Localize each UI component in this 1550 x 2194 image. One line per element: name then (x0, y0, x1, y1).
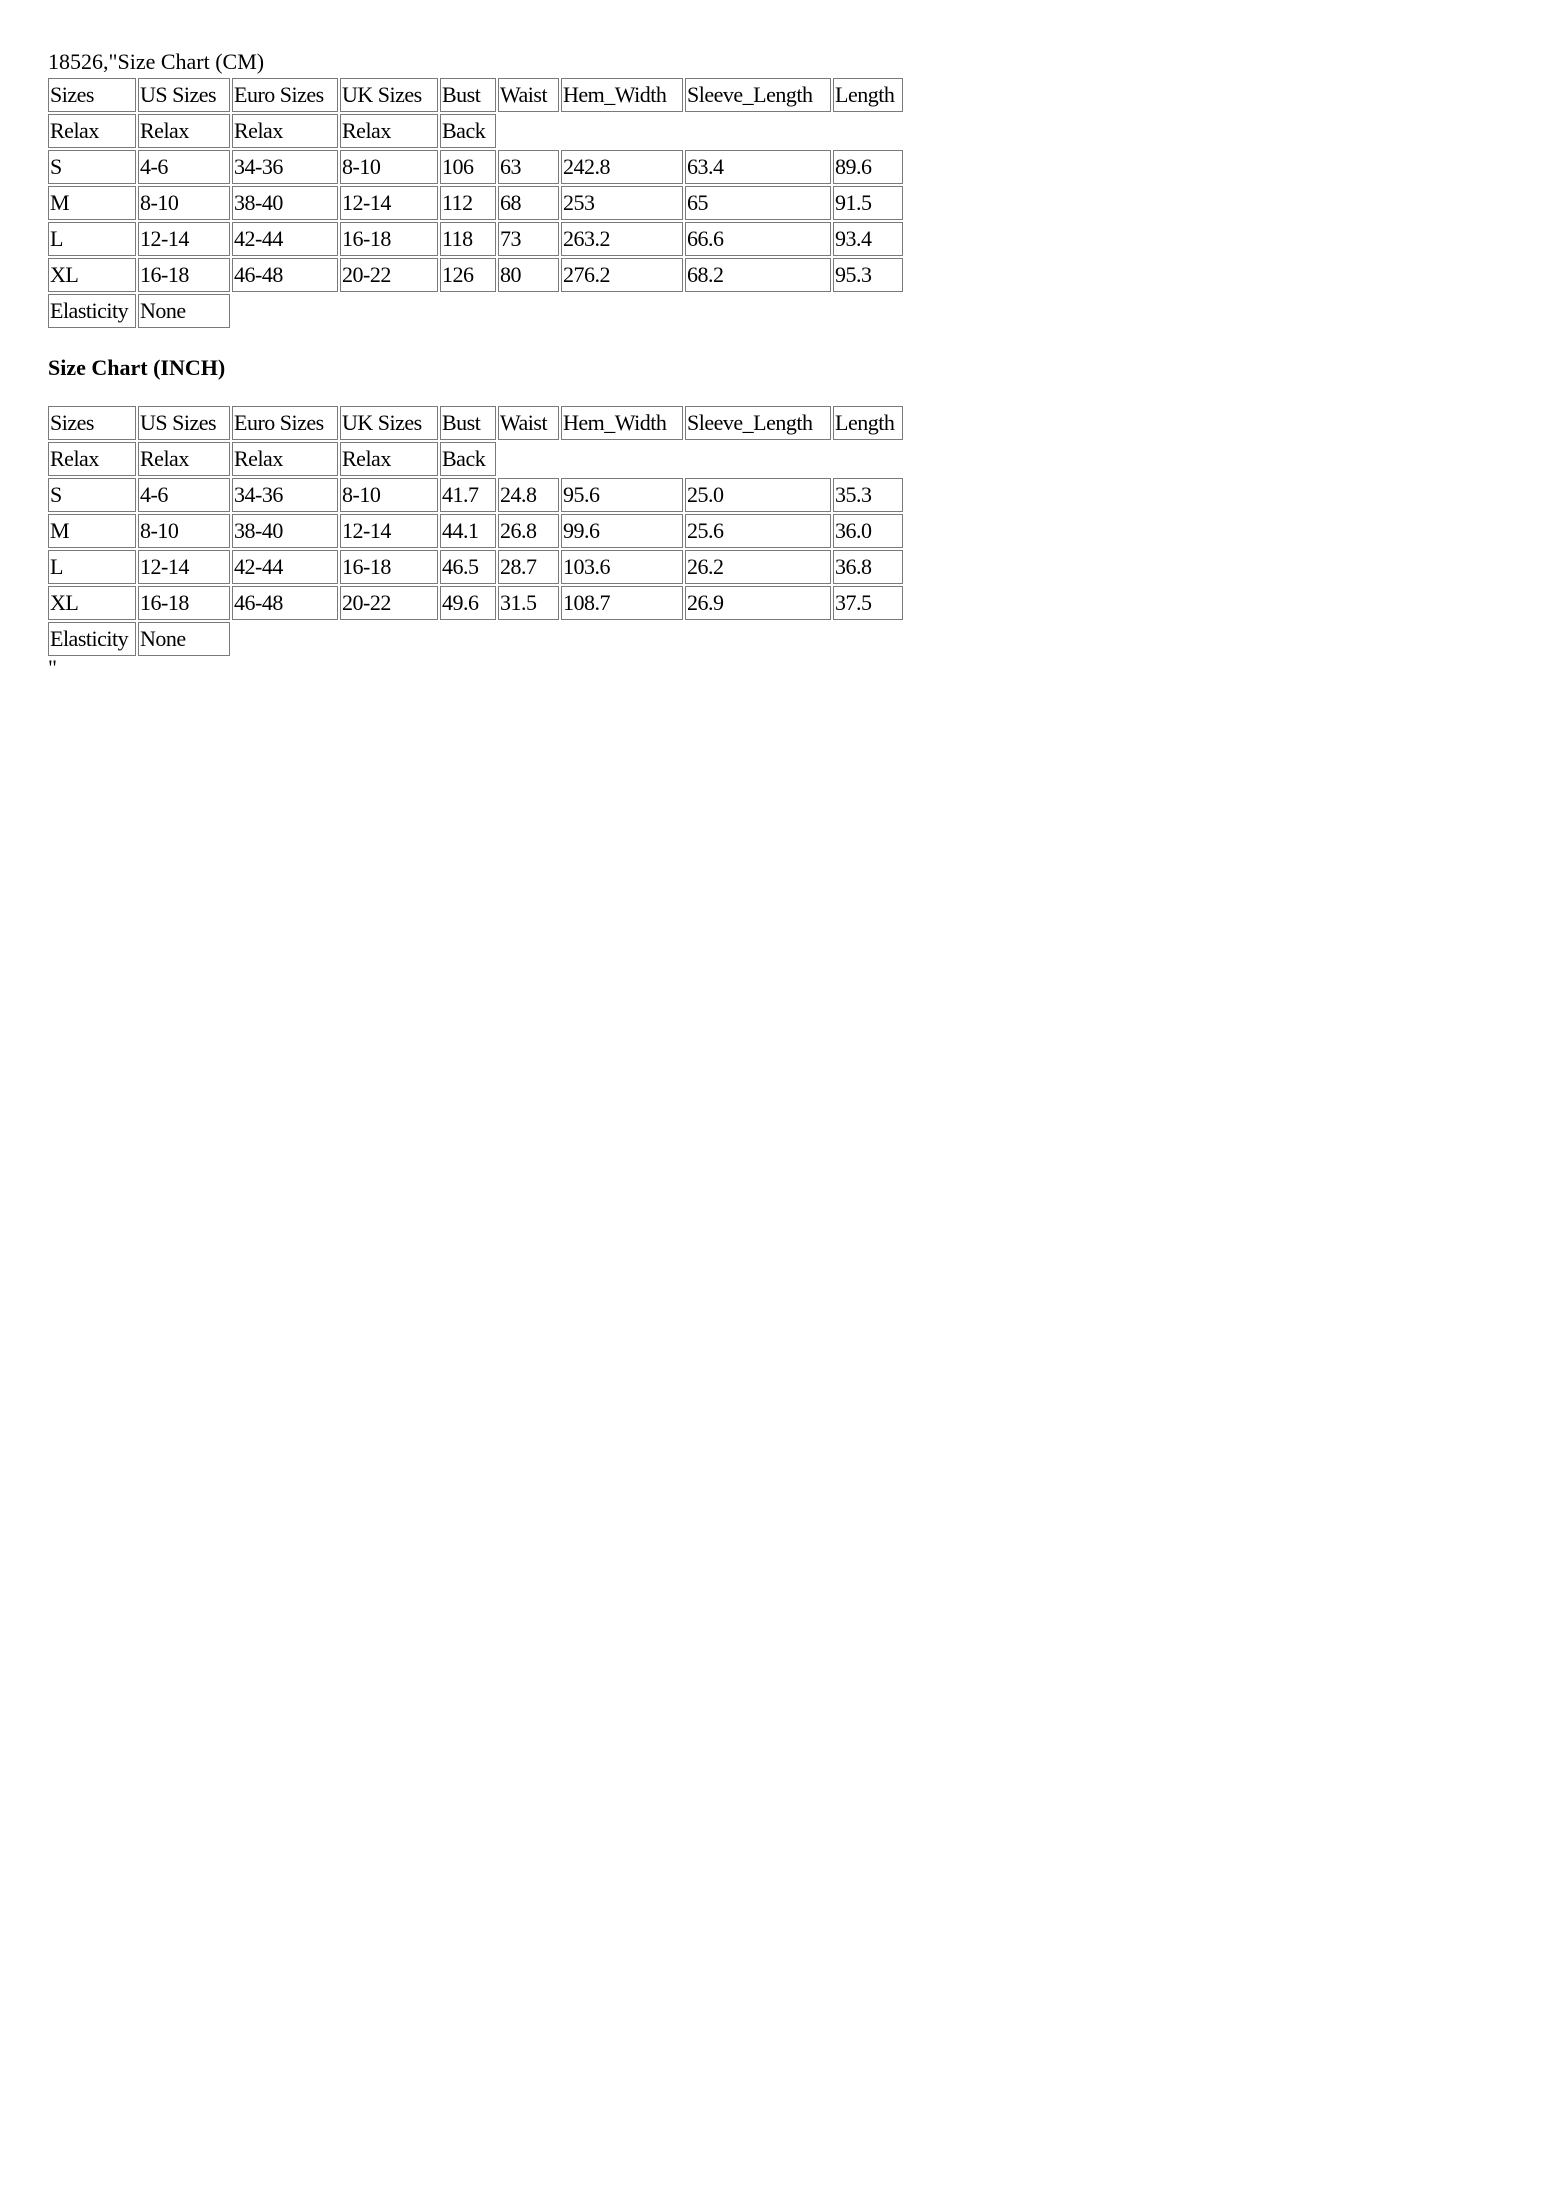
table-cell: 46-48 (232, 258, 338, 292)
header-cell: Sizes (48, 406, 136, 440)
table-cell: 8-10 (138, 514, 230, 548)
table-cell: L (48, 222, 136, 256)
subheader-cell: Relax (138, 114, 230, 148)
table-cell: S (48, 478, 136, 512)
subheader-cell: Relax (48, 114, 136, 148)
table-cell: XL (48, 586, 136, 620)
table-cell: 49.6 (440, 586, 496, 620)
table-cell: 99.6 (561, 514, 683, 548)
header-cell: US Sizes (138, 78, 230, 112)
section-heading-inch: Size Chart (INCH) (48, 355, 226, 380)
table-cell: 44.1 (440, 514, 496, 548)
table-cell: 66.6 (685, 222, 831, 256)
table-cell: 20-22 (340, 258, 438, 292)
table-subheader-row (48, 114, 903, 148)
table-cell: 112 (440, 186, 496, 220)
table-cell: 276.2 (561, 258, 683, 292)
subheader-cell: Back (440, 114, 496, 148)
header-cell: Euro Sizes (232, 406, 338, 440)
empty-cell (232, 294, 903, 328)
table-cell: 34-36 (232, 478, 338, 512)
empty-cell (498, 442, 903, 476)
table-cell: 4-6 (138, 478, 230, 512)
header-cell: Hem_Width (561, 78, 683, 112)
table-cell: 126 (440, 258, 496, 292)
subheader-cell: Relax (232, 442, 338, 476)
table-cell: 16-18 (340, 222, 438, 256)
header-cell: Sizes (48, 78, 136, 112)
header-cell: UK Sizes (340, 406, 438, 440)
table-cell: 103.6 (561, 550, 683, 584)
footer-cell: Elasticity (48, 294, 136, 328)
table-cell: 31.5 (498, 586, 559, 620)
table-cell: 38-40 (232, 514, 338, 548)
table-row (48, 550, 903, 584)
table-cell: 16-18 (340, 550, 438, 584)
table-cell: 73 (498, 222, 559, 256)
header-cell: Length (833, 78, 903, 112)
table-row (48, 186, 903, 220)
table-cell: 89.6 (833, 150, 903, 184)
header-cell: Bust (440, 406, 496, 440)
table-cell: 8-10 (138, 186, 230, 220)
table-cell: 263.2 (561, 222, 683, 256)
table-cell: M (48, 514, 136, 548)
footer-cell: Elasticity (48, 622, 136, 656)
table-cell: 4-6 (138, 150, 230, 184)
header-cell: Sleeve_Length (685, 406, 831, 440)
table-cell: 46-48 (232, 586, 338, 620)
intro-line: 18526,"Size Chart (CM) (48, 49, 265, 74)
header-cell: Length (833, 406, 903, 440)
header-cell: Bust (440, 78, 496, 112)
table-cell: 36.8 (833, 550, 903, 584)
table-row (48, 478, 903, 512)
table-cell: 95.6 (561, 478, 683, 512)
table-cell: 8-10 (340, 150, 438, 184)
table-cell: 242.8 (561, 150, 683, 184)
header-cell: UK Sizes (340, 78, 438, 112)
table-cell: 16-18 (138, 258, 230, 292)
subheader-cell: Relax (232, 114, 338, 148)
subheader-cell: Relax (340, 114, 438, 148)
table-cell: 35.3 (833, 478, 903, 512)
subheader-cell: Relax (340, 442, 438, 476)
table-footer-row (48, 622, 903, 656)
trailing-quote: " (48, 655, 57, 680)
table-cell: 24.8 (498, 478, 559, 512)
table-cell: 25.0 (685, 478, 831, 512)
header-cell: Waist (498, 78, 559, 112)
header-cell: Waist (498, 406, 559, 440)
table-cell: 12-14 (138, 222, 230, 256)
empty-cell (498, 114, 903, 148)
subheader-cell: Back (440, 442, 496, 476)
size-chart-cm-table (46, 76, 905, 330)
header-cell: US Sizes (138, 406, 230, 440)
table-cell: 42-44 (232, 222, 338, 256)
table-cell: 68.2 (685, 258, 831, 292)
table-cell: 8-10 (340, 478, 438, 512)
table-cell: 37.5 (833, 586, 903, 620)
table-cell: 38-40 (232, 186, 338, 220)
table-cell: 20-22 (340, 586, 438, 620)
table-header-row (48, 406, 903, 440)
table-cell: 91.5 (833, 186, 903, 220)
table-cell: 46.5 (440, 550, 496, 584)
table-cell: 63.4 (685, 150, 831, 184)
table-cell: 25.6 (685, 514, 831, 548)
table-cell: 65 (685, 186, 831, 220)
table-cell: M (48, 186, 136, 220)
table-cell: 118 (440, 222, 496, 256)
table-cell: 16-18 (138, 586, 230, 620)
table-cell: 106 (440, 150, 496, 184)
table-row (48, 222, 903, 256)
table-cell: 26.8 (498, 514, 559, 548)
table-cell: 26.9 (685, 586, 831, 620)
table-footer-row (48, 294, 903, 328)
table-row (48, 150, 903, 184)
subheader-cell: Relax (138, 442, 230, 476)
table-cell: S (48, 150, 136, 184)
table-cell: 93.4 (833, 222, 903, 256)
table-cell: L (48, 550, 136, 584)
table-cell: 80 (498, 258, 559, 292)
table-cell: 34-36 (232, 150, 338, 184)
table-cell: 12-14 (138, 550, 230, 584)
footer-cell: None (138, 294, 230, 328)
table-cell: XL (48, 258, 136, 292)
subheader-cell: Relax (48, 442, 136, 476)
table-row (48, 586, 903, 620)
table-cell: 108.7 (561, 586, 683, 620)
table-cell: 12-14 (340, 514, 438, 548)
header-cell: Euro Sizes (232, 78, 338, 112)
table-cell: 68 (498, 186, 559, 220)
table-cell: 42-44 (232, 550, 338, 584)
table-cell: 63 (498, 150, 559, 184)
table-row (48, 514, 903, 548)
table-cell: 36.0 (833, 514, 903, 548)
empty-cell (232, 622, 903, 656)
header-cell: Sleeve_Length (685, 78, 831, 112)
table-cell: 95.3 (833, 258, 903, 292)
table-cell: 12-14 (340, 186, 438, 220)
table-cell: 26.2 (685, 550, 831, 584)
header-cell: Hem_Width (561, 406, 683, 440)
table-row (48, 258, 903, 292)
footer-cell: None (138, 622, 230, 656)
table-header-row (48, 78, 903, 112)
size-chart-inch-table (46, 404, 905, 658)
document (48, 48, 1048, 678)
table-cell: 41.7 (440, 478, 496, 512)
table-subheader-row (48, 442, 903, 476)
table-cell: 253 (561, 186, 683, 220)
table-cell: 28.7 (498, 550, 559, 584)
